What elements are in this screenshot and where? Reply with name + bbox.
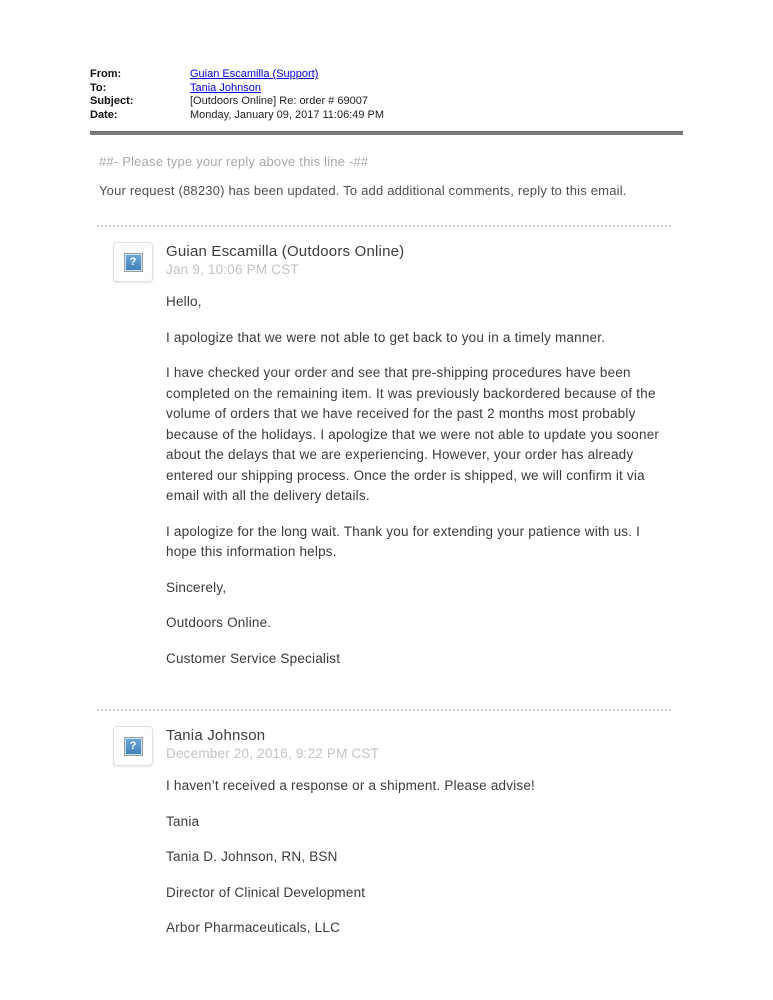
- request-updated-text: Your request (88230) has been updated. To add additional comments, reply to this email.: [99, 183, 627, 198]
- reply-above-hint: ##- Please type your reply above this line -##: [99, 154, 369, 169]
- header-divider: [90, 131, 683, 135]
- paragraph: Tania D. Johnson, RN, BSN: [166, 849, 338, 864]
- broken-image-icon: [124, 737, 143, 756]
- paragraph: I apologize that we were not able to get back to you in a timely manner.: [166, 329, 606, 345]
- paragraph: Arbor Pharmaceuticals, LLC: [166, 920, 341, 935]
- comment-agent: [113, 227, 773, 669]
- comment-customer: [113, 711, 773, 939]
- paragraph: Tania: [166, 813, 200, 829]
- paragraph: I have checked your order and see that pre-shipping procedures have been completed on the remaining item. It was previously backordered because of the volume of orders that we have received for the past 2 months most probably because of the holidays. I apologize that we were not able to update you sooner about the delays that we are experiencing. However, your order has already entered our shipping process. Once the order is shipped, we will confirm it via email with all the delivery details.: [166, 365, 660, 503]
- from-value-link[interactable]: Guian Escamilla (Support): [190, 68, 319, 80]
- header-row-subject: [90, 95, 773, 109]
- date-label: Date:: [90, 108, 118, 121]
- question-mark-glyph: ?: [129, 739, 137, 752]
- broken-image-icon: [124, 253, 143, 272]
- header-row-to: [90, 82, 773, 96]
- comment-head: [166, 726, 773, 763]
- from-label: From:: [90, 68, 122, 80]
- subject-value: [Outdoors Online] Re: order # 69007: [190, 95, 368, 107]
- subject-label: Subject:: [90, 95, 134, 107]
- author-name: Tania Johnson: [166, 727, 266, 744]
- author-name: Guian Escamilla (Outdoors Online): [166, 243, 405, 260]
- paragraph: Outdoors Online.: [166, 615, 272, 630]
- comment-timestamp: December 20, 2016, 9:22 PM CST: [166, 746, 380, 761]
- paragraph: Director of Clinical Development: [166, 884, 366, 900]
- paragraph: I apologize for the long wait. Thank you for extending your patience with us. I hope this information helps.: [166, 523, 641, 559]
- comment-body: [166, 292, 666, 669]
- question-mark-glyph: ?: [129, 255, 137, 268]
- comment-timestamp: Jan 9, 10:06 PM CST: [166, 262, 299, 277]
- to-value-link[interactable]: Tania Johnson: [190, 81, 261, 94]
- comment-head: [166, 242, 773, 279]
- email-header: [90, 68, 773, 122]
- header-row-from: [90, 68, 773, 82]
- date-value: Monday, January 09, 2017 11:06:49 PM: [190, 108, 385, 121]
- comment-body: [166, 776, 666, 939]
- header-row-date: [90, 109, 773, 123]
- to-label: To:: [90, 81, 107, 94]
- avatar: [113, 242, 153, 282]
- paragraph: Hello,: [166, 294, 202, 309]
- avatar: [113, 726, 153, 766]
- paragraph: I haven’t received a response or a shipment. Please advise!: [166, 778, 536, 793]
- paragraph: Sincerely,: [166, 579, 227, 595]
- paragraph: Customer Service Specialist: [166, 650, 341, 666]
